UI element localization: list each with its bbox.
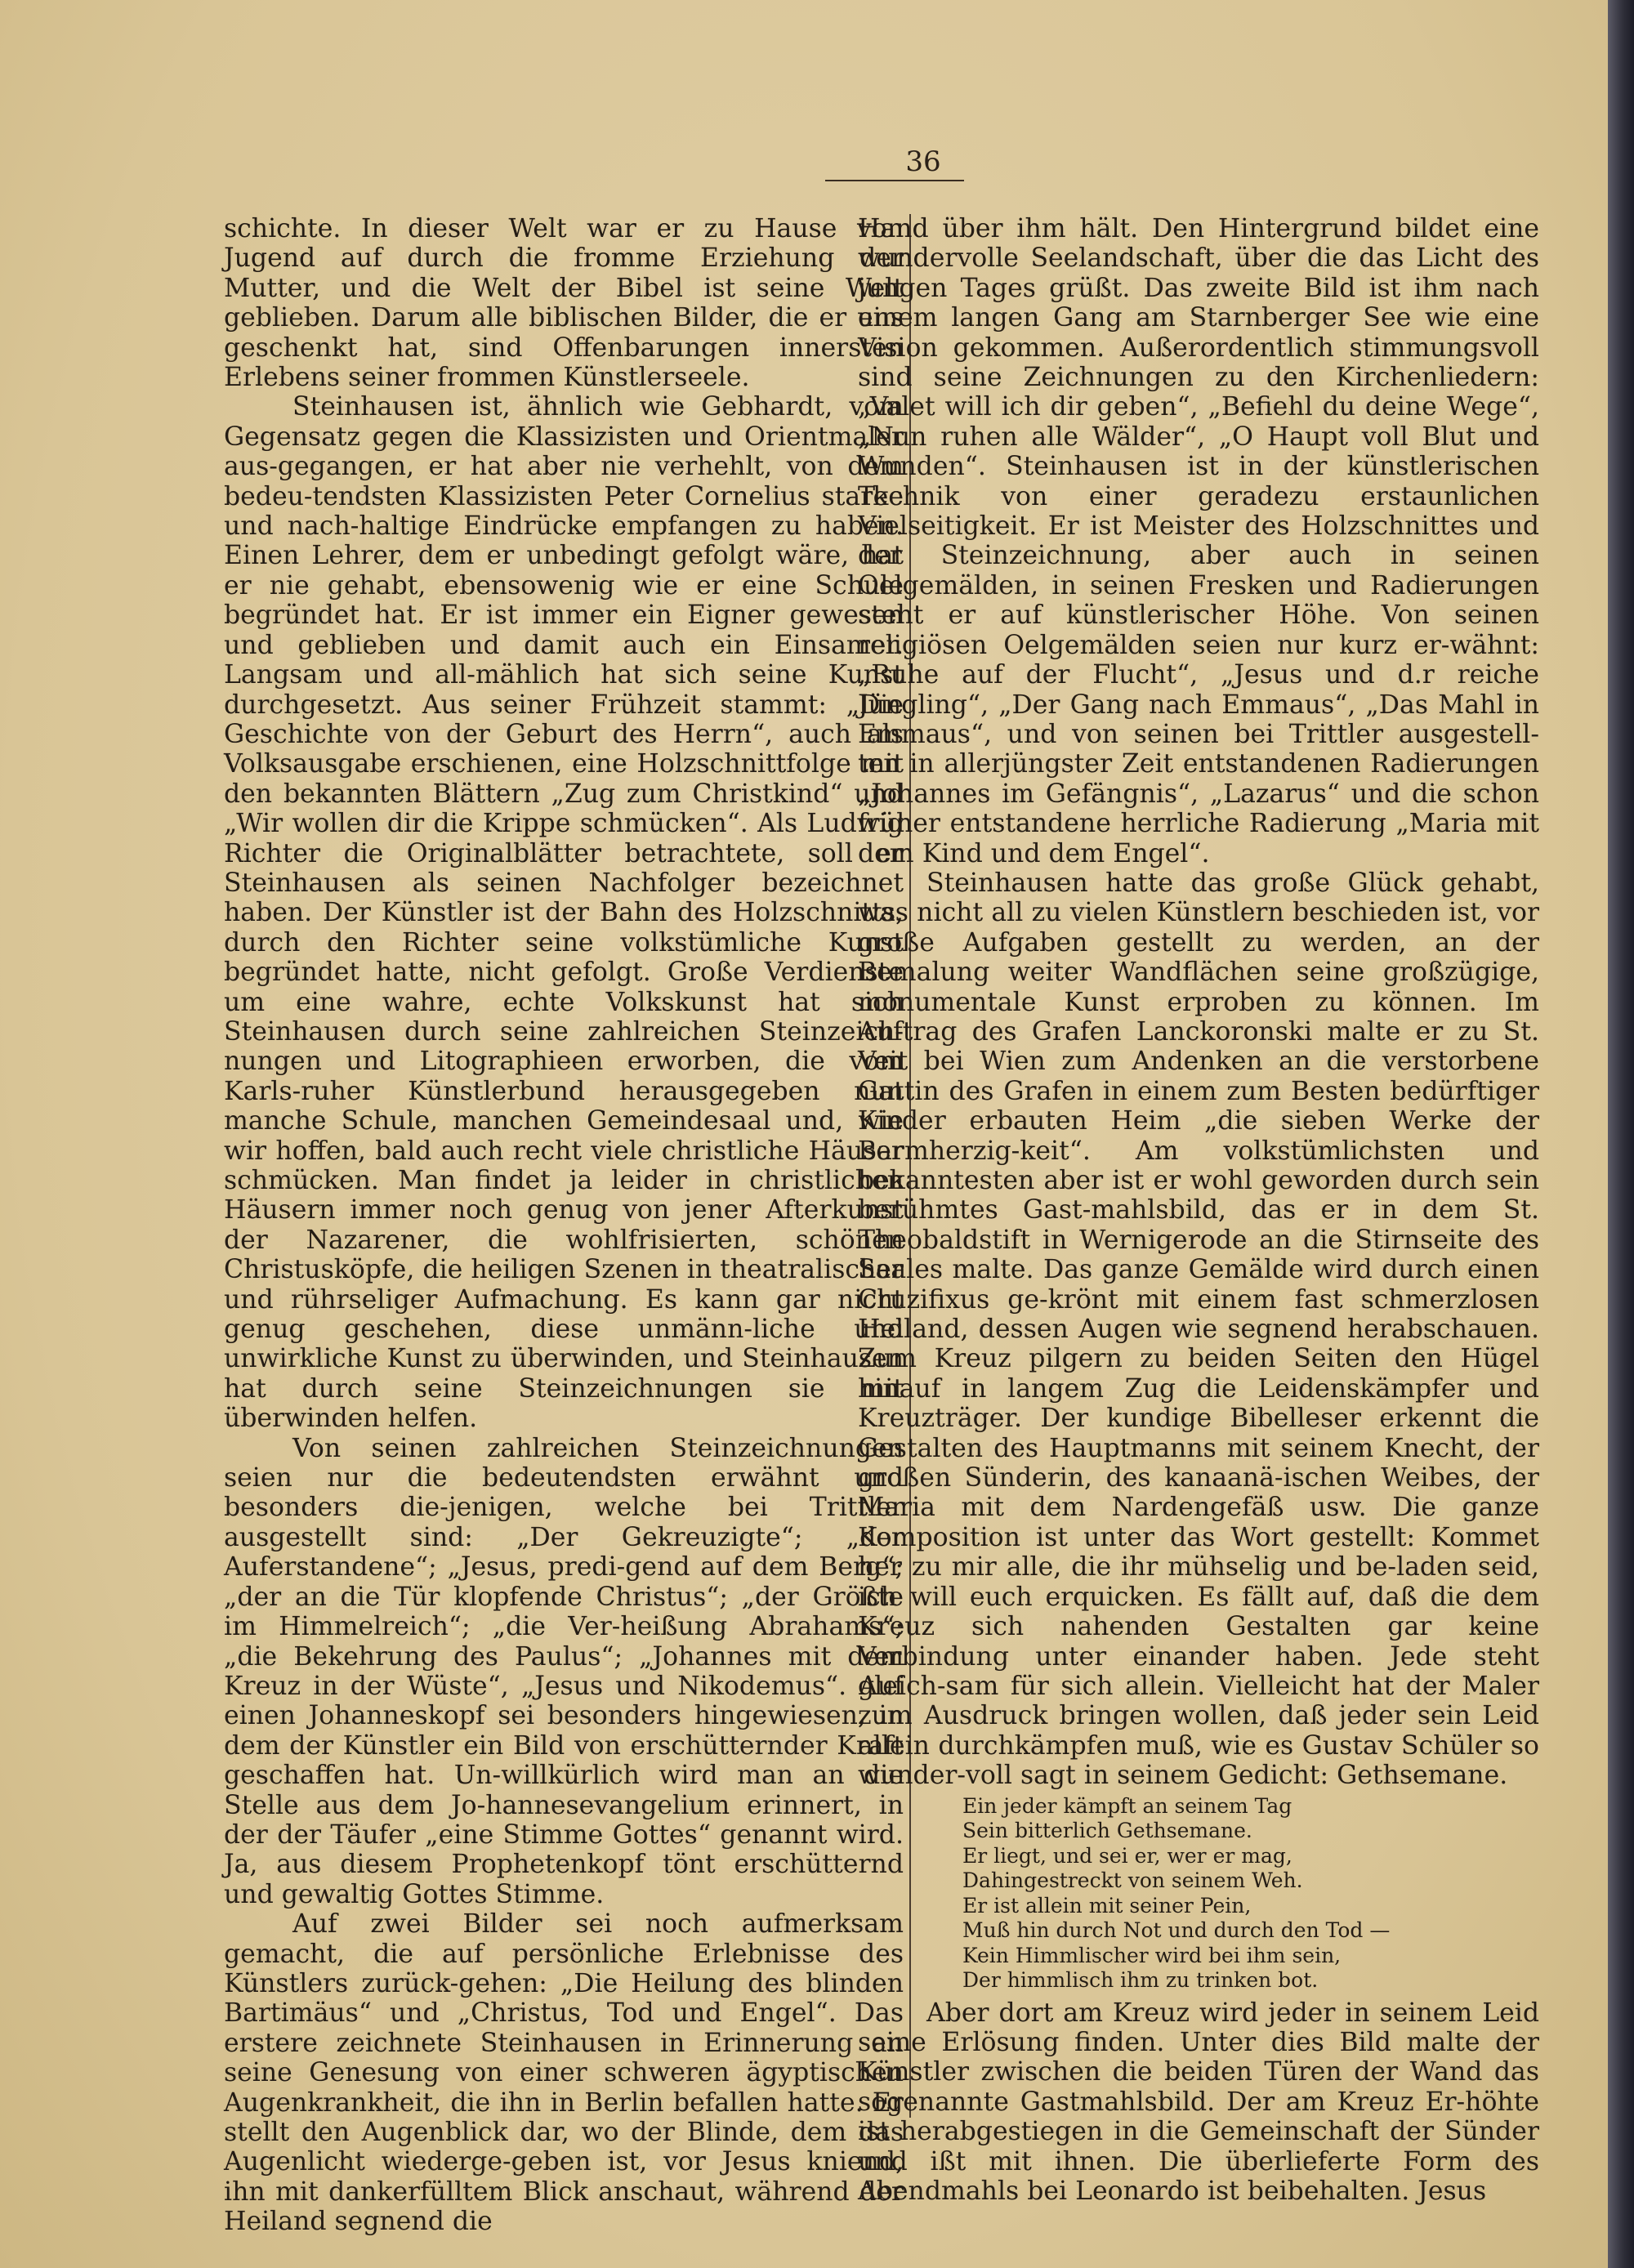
left-column — [224, 214, 904, 2237]
poem-line: Muß hin durch Not und durch den Tod — — [962, 1918, 1391, 1943]
poem-line: Sein bitterlich Gethsemane. — [962, 1819, 1252, 1843]
right-column — [858, 214, 1539, 2206]
poem-line: Der himmlisch ihm zu trinken bot. — [962, 1968, 1319, 1993]
paragraph: Steinhausen ist, ähnlich wie Gebhardt, vom Gegensatz gegen die Klassizisten und Orientmaler aus-gegangen, er hat aber nie verhehlt, von dem bedeu-tendsten Klassizisten Peter Cornelius starke und nach-haltige Eindrücke empfangen zu haben. Einen Lehrer, dem er unbedingt gefolgt wäre, hat er nie gehabt, ebensowenig wie er eine Schule begründet hat. Er ist immer ein Eigner gewesen und geblieben und damit auch ein Einsamer. Langsam und all-mählich hat sich seine Kunst durchgesetzt. Aus seiner Frühzeit stammt: „Die Geschichte von der Geburt des Herrn“, auch als Volksausgabe erschienen, eine Holzschnittfolge mit den bekannten Blättern „Zug zum Christkind“ und „Wir wollen dir die Krippe schmücken“. Als Ludwig Richter die Originalblätter betrachtete, soll er Steinhausen als seinen Nachfolger bezeichnet haben. Der Künstler ist der Bahn des Holzschnitts, durch den Richter seine volkstümliche Kunst begründet hatte, nicht gefolgt. Große Verdienste um eine wahre, echte Volkskunst hat sich Steinhausen durch seine zahlreichen Steinzeich-nungen und Litographieen erworben, die vom Karls-ruher Künstlerbund herausgegeben nun manche Schule, manchen Gemeindesaal und, wie wir hoffen, bald auch recht viele christliche Häuser schmücken. Man findet ja leider in christlichen Häusern immer noch genug von jener Afterkunst der Nazarener, die wohlfrisierten, schönen Christusköpfe, die heiligen Szenen in theatralischer und rührseliger Aufmachung. Es kann gar nicht genug geschehen, diese unmänn-liche und unwirkliche Kunst zu überwinden, und Steinhausen hat durch seine Steinzeichnungen sie mit überwinden helfen. — [224, 392, 904, 1434]
binding-edge — [1608, 0, 1634, 2268]
paragraph: Auf zwei Bilder sei noch aufmerksam gemacht, die auf persönliche Erlebnisse des Künstlers zurück-gehen: „Die Heilung des blinden Bartimäus“ und „Christus, Tod und Engel“. Das erstere zeichnete Steinhausen in Erinnerung an seine Genesung von einer schweren ägyptischen Augenkrankheit, die ihn in Berlin befallen hatte. Er stellt den Augenblick dar, wo der Blinde, dem das Augenlicht wiederge-geben ist, vor Jesus kniend, ihn mit dankerfülltem Blick anschaut, während der Heiland segnend die — [224, 1909, 904, 2237]
header-rule — [825, 180, 964, 181]
poem-line: Er ist allein mit seiner Pein, — [962, 1893, 1252, 1918]
paragraph: schichte. In dieser Welt war er zu Hause von Jugend auf durch die fromme Erziehung der Mutter, und die Welt der Bibel ist seine Welt geblieben. Darum alle biblischen Bilder, die er uns geschenkt hat, sind Offenbarungen innersten Erlebens seiner frommen Künstlerseele. — [224, 214, 904, 393]
poem-line: Dahingestreckt von seinem Weh. — [962, 1868, 1303, 1893]
poem-line: Ein jeder kämpft an seinem Tag — [962, 1793, 1292, 1818]
poem-gethsemane — [858, 1794, 1539, 1993]
paragraph: Hand über ihm hält. Den Hintergrund bildet eine wundervolle Seelandschaft, über die das Licht des jungen Tages grüßt. Das zweite Bild ist ihm nach einem langen Gang am Starnberger See wie eine Vision gekommen. Außerordentlich stimmungsvoll sind seine Zeichnungen zu den Kirchenliedern: „Valet will ich dir geben“, „Befiehl du deine Wege“, „Nun ruhen alle Wälder“, „O Haupt voll Blut und Wunden“. Steinhausen ist in der künstlerischen Technik von einer geradezu erstaunlichen Vielseitigkeit. Er ist Meister des Holzschnittes und der Steinzeichnung, aber auch in seinen Oelgemälden, in seinen Fresken und Radierungen steht er auf künstlerischer Höhe. Von seinen religiösen Oelgemälden seien nur kurz er-wähnt: „Ruhe auf der Flucht“, „Jesus und d.r reiche Jüngling“, „Der Gang nach Emmaus“, „Das Mahl in Emmaus“, und von seinen bei Trittler ausgestell-ten in allerjüngster Zeit entstandenen Radierungen „Johannes im Gefängnis“, „Lazarus“ und die schon früher entstandene herrliche Radierung „Maria mit dem Kind und dem Engel“. — [858, 214, 1539, 868]
poem-line: Er liegt, und sei er, wer er mag, — [962, 1843, 1292, 1868]
paragraph: Aber dort am Kreuz wird jeder in seinem Leid seine Erlösung finden. Unter dies Bild malte der Künstler zwischen die beiden Türen der Wand das sogenannte Gastmahlsbild. Der am Kreuz Er-höhte ist herabgestiegen in die Gemeinschaft der Sünder und ißt mit ihnen. Die überlieferte Form des Abendmahls bei Leonardo ist beibehalten. Jesus — [858, 1998, 1539, 2206]
page-number: 36 — [905, 145, 941, 178]
poem-line: Kein Himmlischer wird bei ihm sein, — [962, 1943, 1342, 1967]
paragraph: Steinhausen hatte das große Glück gehabt, was nicht all zu vielen Künstlern beschieden ist, vor große Aufgaben gestellt zu werden, an der Bemalung weiter Wandflächen seine großzügige, monumentale Kunst erproben zu können. Im Auftrag des Grafen Lanckoronski malte er zu St. Veit bei Wien zum Andenken an die verstorbene Gattin des Grafen in einem zum Besten bedürftiger Kinder erbauten Heim „die sieben Werke der Barmherzig-keit“. Am volkstümlichsten und bekanntesten aber ist er wohl geworden durch sein berühmtes Gast-mahlsbild, das er in dem St. Theobaldstift in Wernigerode an die Stirnseite des Saales malte. Das ganze Gemälde wird durch einen Cruzifixus ge-krönt mit einem fast schmerzlosen Heiland, dessen Augen wie segnend herabschauen. Zum Kreuz pilgern zu beiden Seiten den Hügel hinauf in langem Zug die Leidenskämpfer und Kreuzträger. Der kundige Bibelleser erkennt die Gestalten des Hauptmanns mit seinem Knecht, der großen Sünderin, des kanaanä-ischen Weibes, der Maria mit dem Nardengefäß usw. Die ganze Komposition ist unter das Wort gestellt: Kommet her zu mir alle, die ihr mühselig und be-laden seid, ich will euch erquicken. Es fällt auf, daß die dem Kreuz sich nahenden Gestalten gar keine Verbindung unter einander haben. Jede steht gleich-sam für sich allein. Vielleicht hat der Maler zum Ausdruck bringen wollen, daß jeder sein Leid allein durchkämpfen muß, wie es Gustav Schüler so wunder-voll sagt in seinem Gedicht: Gethsemane. — [858, 868, 1539, 1791]
paragraph: Von seinen zahlreichen Steinzeichnungen seien nur die bedeutendsten erwähnt und besonders die-jenigen, welche bei Trittler ausgestellt sind: „Der Gekreuzigte“; „der Auferstandene“; „Jesus, predi-gend auf dem Berg“; „der an die Tür klopfende Christus“; „der Größte im Himmelreich“; „die Ver-heißung Abrahams“; „die Bekehrung des Paulus“; „Johannes mit dem Kreuz in der Wüste“, „Jesus und Nikodemus“. Auf einen Johanneskopf sei besonders hingewiesen, in dem der Künstler ein Bild von erschütternder Kraft geschaffen hat. Un-willkürlich wird man an die Stelle aus dem Jo-hannesevangelium erinnert, in der der Täufer „eine Stimme Gottes“ genannt wird. Ja, aus diesem Prophetenkopf tönt erschütternd und gewaltig Gottes Stimme. — [224, 1433, 904, 1909]
